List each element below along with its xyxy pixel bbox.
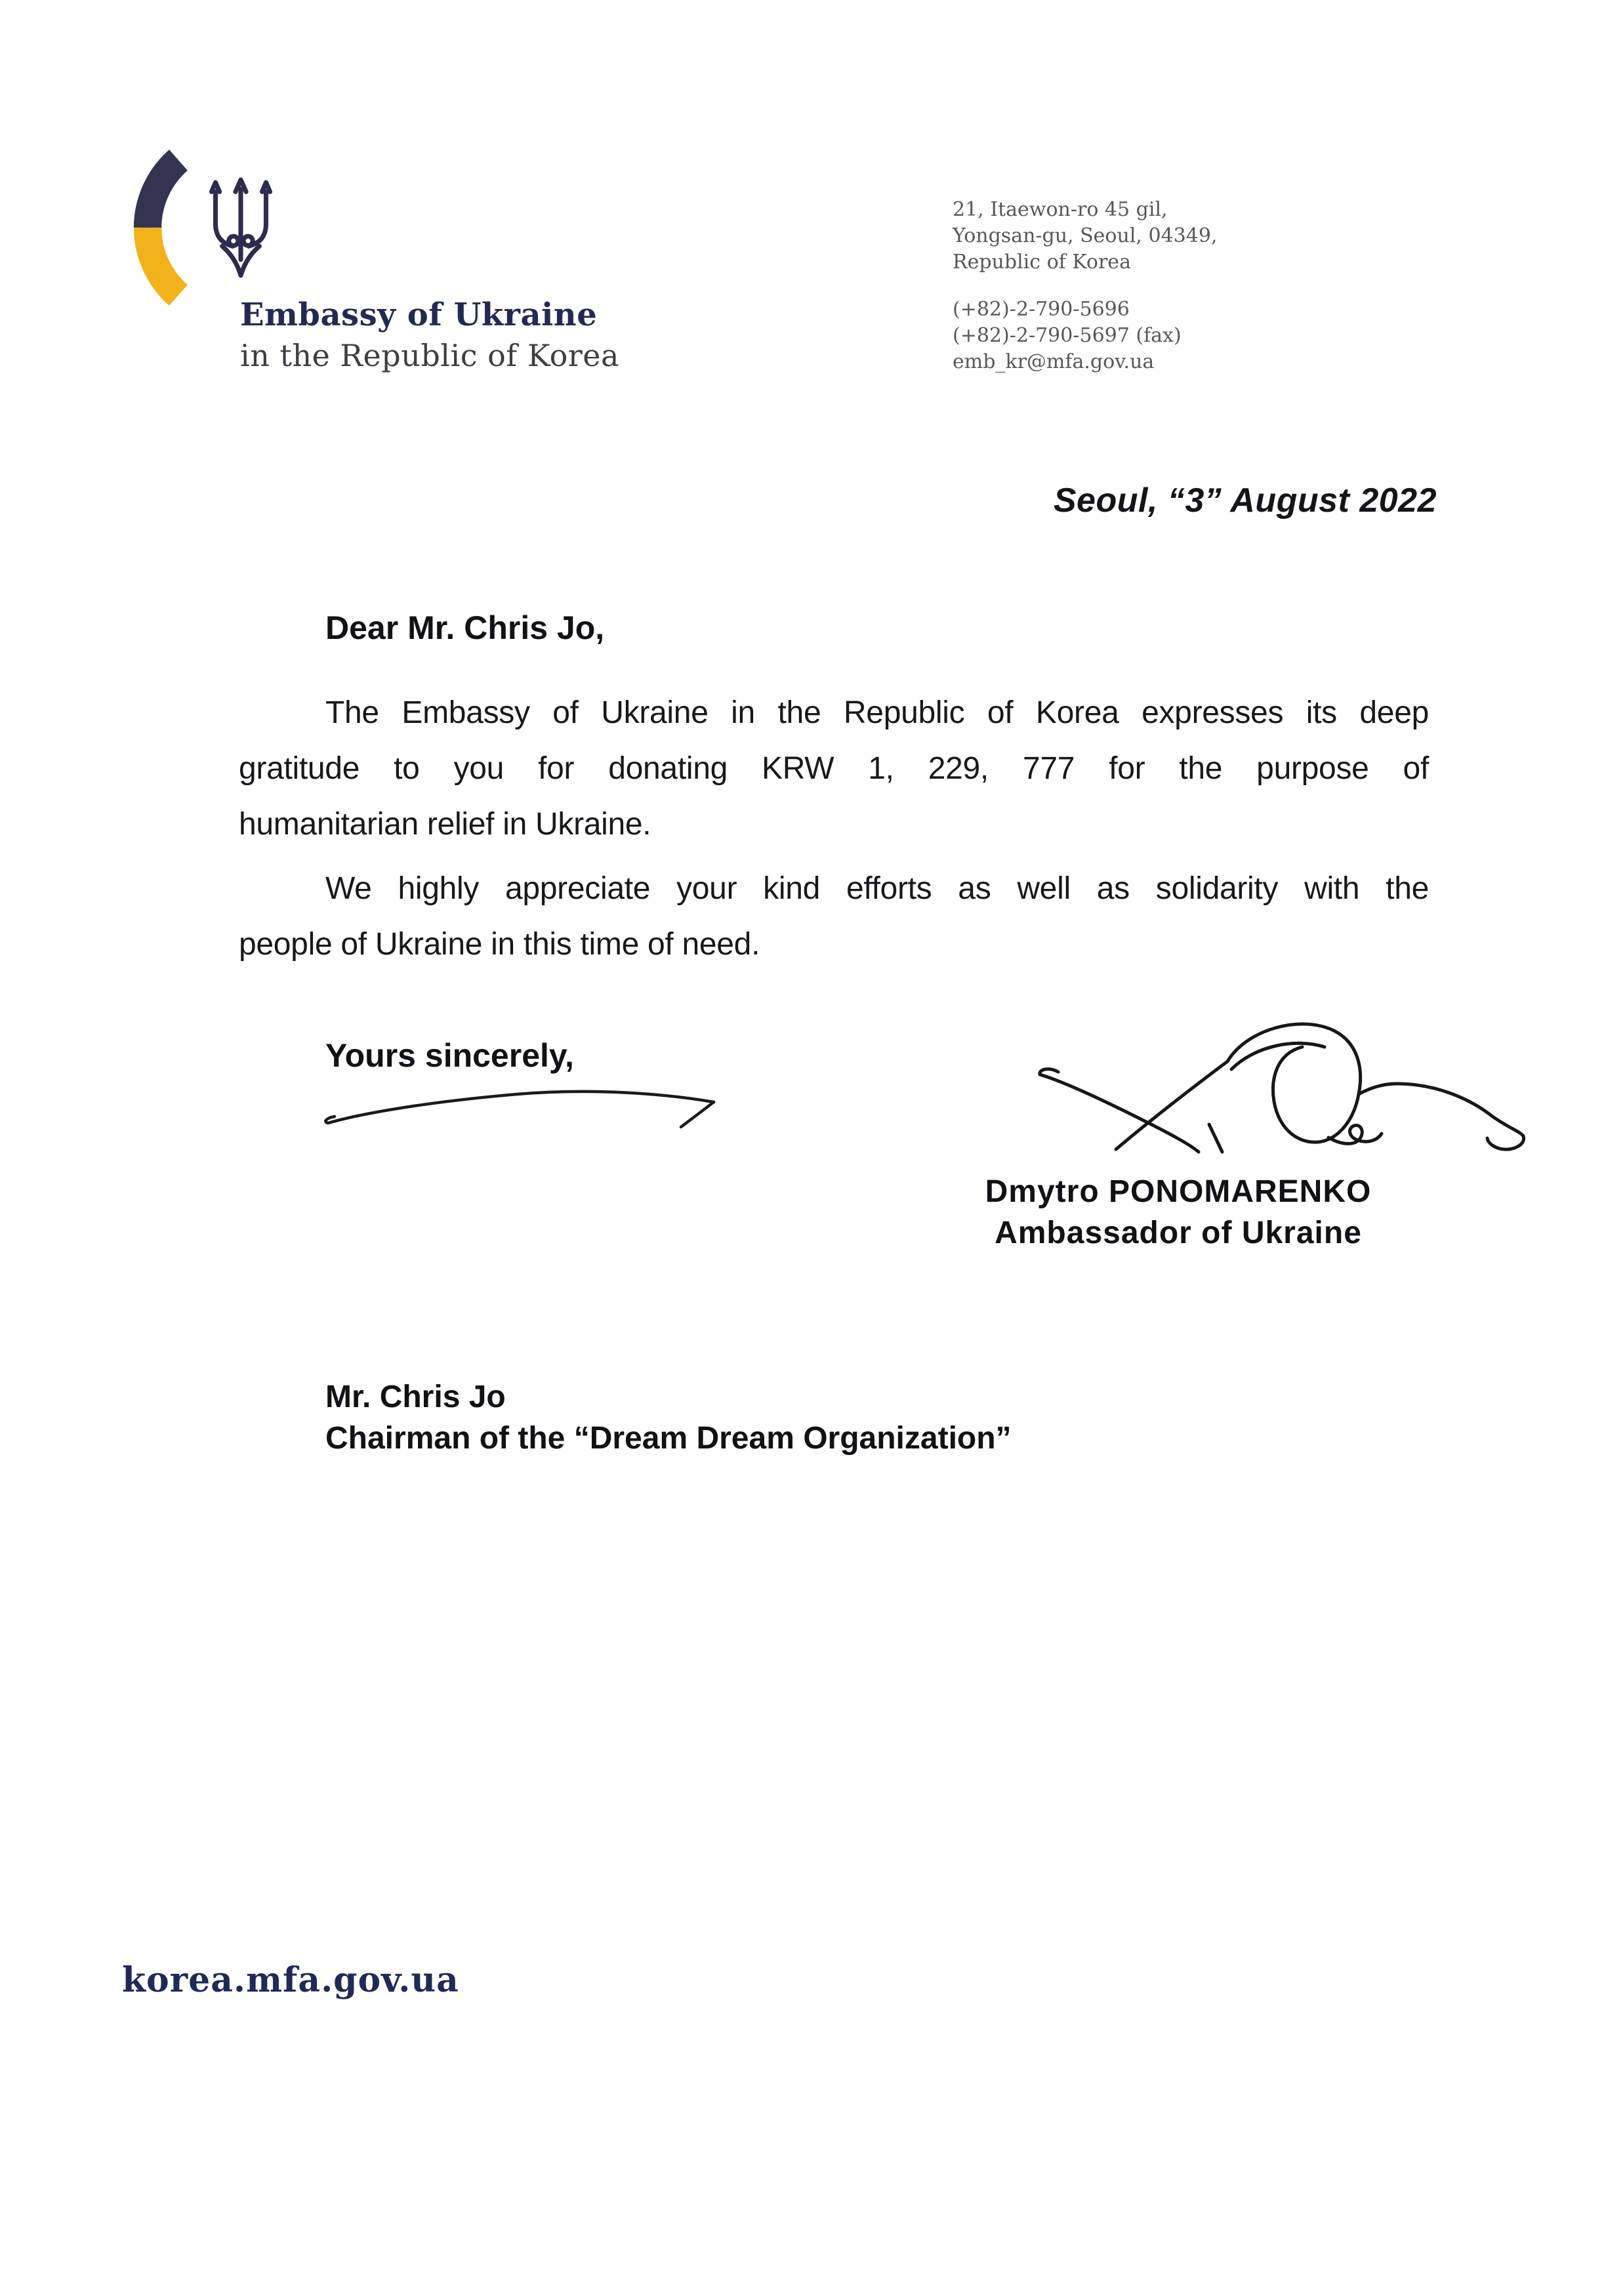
tryzub-trident-icon (206, 177, 276, 282)
address-block (953, 197, 1217, 276)
address-line: 21, Itaewon-ro 45 gil, (953, 198, 1168, 221)
paragraph-2 (239, 861, 1429, 972)
salutation: Dear Mr. Chris Jo, (325, 609, 605, 646)
email-line: emb_kr@mfa.gov.ua (953, 350, 1155, 373)
paragraph-line: We highly appreciate your kind efforts as well as solidarity with the (325, 871, 1429, 906)
signer-name: Dmytro PONOMARENKO (985, 1174, 1372, 1209)
website-footer: korea.mfa.gov.ua (122, 1960, 459, 2000)
fax-line: (+82)-2-790-5697 (fax) (953, 324, 1182, 347)
dateline: Seoul, “3” August 2022 (1053, 482, 1437, 520)
phone-line: (+82)-2-790-5696 (953, 298, 1130, 321)
contact-block (953, 297, 1182, 375)
pen-flourish-stroke (320, 1077, 726, 1132)
org-name: Embassy of Ukraine (240, 297, 598, 333)
ambassador-signature (1019, 1005, 1552, 1162)
address-line: Republic of Korea (953, 251, 1131, 274)
recipient-title: Chairman of the “Dream Dream Organization” (325, 1421, 1012, 1456)
recipient-block (325, 1376, 1012, 1459)
ukraine-flag-crescent-icon (133, 150, 193, 306)
org-location: in the Republic of Korea (240, 338, 619, 373)
paragraph-line: gratitude to you for donating KRW 1, 229, 777 for the purpose of (239, 751, 1429, 786)
closing: Yours sincerely, (325, 1037, 574, 1074)
signer-block (913, 1171, 1443, 1254)
recipient-name: Mr. Chris Jo (325, 1380, 506, 1414)
address-line: Yongsan-gu, Seoul, 04349, (953, 224, 1218, 247)
paragraph-line: humanitarian relief in Ukraine. (239, 807, 651, 842)
paragraph-1 (239, 685, 1429, 852)
signer-title: Ambassador of Ukraine (995, 1216, 1362, 1250)
paragraph-line: The Embassy of Ukraine in the Republic of Korea expresses its deep (325, 695, 1429, 730)
paragraph-line: people of Ukraine in this time of need. (239, 927, 760, 962)
